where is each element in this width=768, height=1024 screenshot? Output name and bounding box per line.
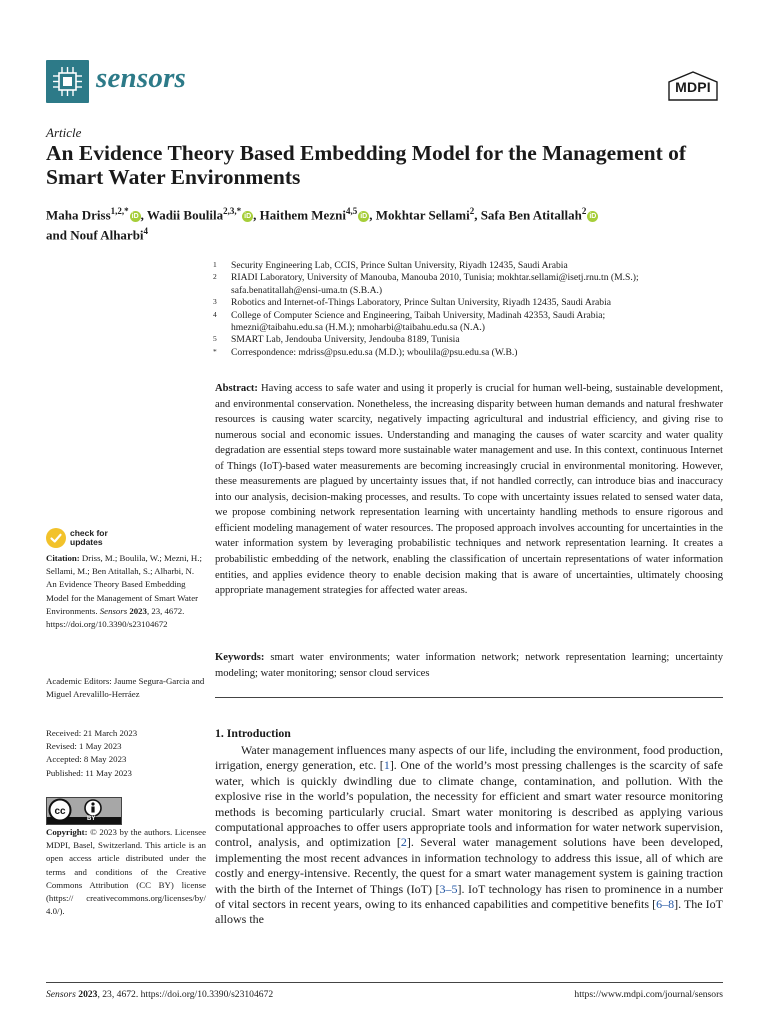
author-affil-sup: 4 <box>143 226 149 237</box>
intro-text: ]. One of the world’s most pressing challenges is the scarcity of safe water, which is quickly dwindling due to climate change, contamination, and pollution. With the explosive rise in the world’s population, the necessity for efficient and smart water resource monitoring methods is becoming particularly crucial. Smart water monitoring is described as applying various computational approaches to offer users appropriate tools and information for water network supervision, control, analysis, and optimization [ <box>215 758 723 850</box>
intro-text: ]. Several water management solutions have been developed, implementing the most recent advances in information technology to address this issue, all of which are costly and energy-intensive. Recently, the quest for a smart water management system is gaining traction with the birth of the Internet of Things (IoT) [ <box>215 835 723 896</box>
author-name[interactable]: Safa Ben Atitallah <box>480 207 582 223</box>
intro-text: ]. The IoT allows the <box>215 897 724 927</box>
author-affil-sup: 1,2,* <box>110 206 129 216</box>
affiliation-number: 3 <box>213 297 217 307</box>
creative-commons-by-icon[interactable] <box>46 797 122 825</box>
footer-journal-url[interactable]: https://www.mdpi.com/journal/sensors <box>574 989 723 1000</box>
check-for-updates-line: updates <box>70 537 103 547</box>
citation-link[interactable]: 6–8 <box>656 897 675 912</box>
footer-divider <box>46 982 723 983</box>
date-received: Received: 21 March 2023 <box>46 728 138 738</box>
journal-logo <box>46 60 89 103</box>
affiliation-item <box>213 334 728 346</box>
citation-link[interactable]: 3–5 <box>439 881 458 896</box>
keywords-text: smart water environments; water information network; network representation learning; uncertainty modeling; water monitoring; sensor cloud services <box>215 652 723 679</box>
author-connector: and <box>46 227 67 243</box>
citation-link[interactable]: 2 <box>400 835 407 850</box>
intro-text: ]. IoT technology has risen to prominence in a number of vital sectors in recent years, owing to its enhanced capabilities and competitive benefits [ <box>215 881 723 912</box>
section-heading: 1. Introduction <box>215 726 291 740</box>
publisher-logo <box>666 70 720 104</box>
author-name[interactable]: Maha Driss <box>46 207 111 223</box>
abstract-label: Abstract: <box>215 383 258 394</box>
academic-editors: Academic Editors: Jaume Segura-Garcia and Miguel Arevalillo-Herráez <box>46 676 205 700</box>
affiliation-line: College of Computer Science and Engineering, Taibah University, Madinah 42353, Saudi Arabia; <box>231 309 606 321</box>
date-accepted: Accepted: 8 May 2023 <box>46 754 127 765</box>
affiliation-line: Correspondence: mdriss@psu.edu.sa (M.D.); wboulila@psu.edu.sa (W.B.) <box>231 346 518 358</box>
svg-text:cc: cc <box>54 806 66 817</box>
author-affil-sup: 2 <box>469 206 475 216</box>
affiliation-item <box>213 297 728 309</box>
citation-doi[interactable]: , 23, 4672. https://doi.org/10.3390/s23104672 <box>46 605 185 630</box>
keywords <box>215 650 723 681</box>
article-type: Article <box>46 125 82 140</box>
date-revised: Revised: 1 May 2023 <box>46 741 122 752</box>
copyright-label: Copyright: <box>46 827 88 837</box>
affiliation-number: 4 <box>213 309 217 319</box>
affiliation-item <box>213 260 728 272</box>
footer-year: 2023 <box>78 989 98 1000</box>
affiliation-line: SMART Lab, Jendouba University, Jendouba 8189, Tunisia <box>231 334 460 346</box>
article-title: An Evidence Theory Based Embedding Model for the Management of Smart Water Environments <box>46 141 687 189</box>
journal-name: sensors <box>96 62 187 94</box>
orcid-icon[interactable]: iD <box>244 213 252 221</box>
affiliation-number: 5 <box>213 334 217 344</box>
date-published: Published: 11 May 2023 <box>46 767 132 778</box>
check-for-updates-label <box>70 529 108 547</box>
section-divider <box>215 697 723 698</box>
affiliation-item <box>213 272 728 297</box>
keywords-label: Keywords: <box>215 652 265 663</box>
abstract-text: Having access to safe water and using it properly is crucial for human well-being, sustainable development, and environmental conservation. Nonetheless, the increasing disparity between human demands and natural freshwater resources is causing water scarcity, negatively impacting agricultural and industrial efficiency, and giving rise to numerous social and economic issues. Understanding and managing the causes of water scarcity and water quality degradation are essential steps toward more sustainable water management and use. In this context, continuous Internet of Things (IoT)-based water measurements are becoming increasingly crucial in environmental monitoring. However, these measurements are plagued by uncertainty issues that, if not handled correctly, can introduce bias and inaccuracy into our analysis, decision-making processes, and results. To cope with uncertainty issues related to sensed water data, we propose combining network representation learning with uncertainty handling methods to ensure rigorous and efficient modeling management of water resources. The proposed approach involves accounting for uncertainties in the water information system by leveraging probabilistic techniques and network representation learning. It creates a probabilistic embedding of the network, enabling the classification of uncertain representations of water information entities, and applies evidence theory to enable decision making that is aware of uncertainties, ultimately choosing appropriate management strategies for affected water areas. <box>215 383 723 597</box>
affiliations <box>213 260 728 359</box>
copyright-block <box>46 826 206 918</box>
author-name[interactable]: Haithem Mezni <box>259 207 346 223</box>
affiliation-item <box>213 310 728 335</box>
citation-year: 2023 <box>129 605 147 616</box>
intro-text: Water management influences many aspects of our life, including the environment, food production, irrigation, energy generation, etc. [ <box>215 743 723 773</box>
author-affil-sup: 2 <box>581 206 587 216</box>
affiliation-number: 2 <box>213 272 217 282</box>
intro-paragraph <box>215 743 723 928</box>
citation-text: Driss, M.; Boulila, W.; Mezni, H.; Sellami, M.; Ben Atitallah, S.; Alharbi, N. An Evidence Theory Based Embedding Model for the Management of Smart Water Environments. <box>46 553 202 616</box>
footer-journal: Sensors <box>46 989 76 1000</box>
author-name[interactable]: Mokhtar Sellami <box>375 207 470 223</box>
author-name[interactable]: Wadii Boulila <box>146 207 224 223</box>
chip-icon <box>46 60 89 103</box>
author-name[interactable]: Nouf Alharbi <box>70 227 144 243</box>
copyright-text: © 2023 by the authors. Licensee MDPI, Basel, Switzerland. This article is an open access article distributed under the terms and conditions of the Creative Commons Attribution (CC BY) license (https:// creativecommons.org/licenses/by/ 4.0/). <box>46 827 206 917</box>
affiliation-number: * <box>213 346 217 356</box>
affiliation-line: hmezni@taibahu.edu.sa (H.M.); nmoharbi@taibahu.edu.sa (N.A.) <box>231 322 485 334</box>
citation-label: Citation: <box>46 553 80 563</box>
author-list: Maha Driss$^{1,2,*}$iD , Wadii Boulila$^{2,3,*}$iD , Haithem Mezni$^{4,5}$iD , Mokhtar Sellami$^2$, Safa Ben Atitallah$^2$iD and Nouf Alharbi$^4$ <box>46 206 597 243</box>
affiliation-line: safa.benatitallah@ensi-uma.tn (S.B.A.) <box>231 284 383 296</box>
author-affil-sup: 2,3,* <box>223 206 242 216</box>
affiliation-item <box>213 347 728 359</box>
orcid-icon[interactable]: iD <box>589 213 597 221</box>
affiliation-line: Security Engineering Lab, CCIS, Prince Sultan University, Riyadh 12435, Saudi Arabia <box>231 260 568 271</box>
cc-badge-label: BY <box>87 816 96 822</box>
publication-dates <box>46 727 206 780</box>
author-affil-sup: 4,5 <box>345 206 358 216</box>
check-for-updates-icon <box>46 528 66 548</box>
citation-link[interactable]: 1 <box>383 758 390 773</box>
footer-doi[interactable]: , 23, 4672. https://doi.org/10.3390/s23104672 <box>97 989 274 1000</box>
orcid-icon[interactable]: iD <box>360 213 368 221</box>
affiliation-line: RIADI Laboratory, University of Manouba, Manouba 2010, Tunisia; mokhtar.sellami@isetj.rnu.tn (M.S.); <box>231 272 639 284</box>
citation-block <box>46 552 206 631</box>
citation-journal: Sensors <box>99 605 128 616</box>
publisher-logo-text: MDPI <box>675 79 711 95</box>
orcid-icon[interactable]: iD <box>131 213 139 221</box>
footer-citation <box>46 989 273 1000</box>
affiliation-number: 1 <box>213 260 217 269</box>
affiliation-line: Robotics and Internet-of-Things Laboratory, Prince Sultan University, Riyadh 12435, Saudi Arabia <box>231 297 612 309</box>
check-for-updates-line: check for <box>70 528 108 538</box>
check-for-updates-button[interactable] <box>46 528 166 548</box>
abstract <box>215 381 723 599</box>
